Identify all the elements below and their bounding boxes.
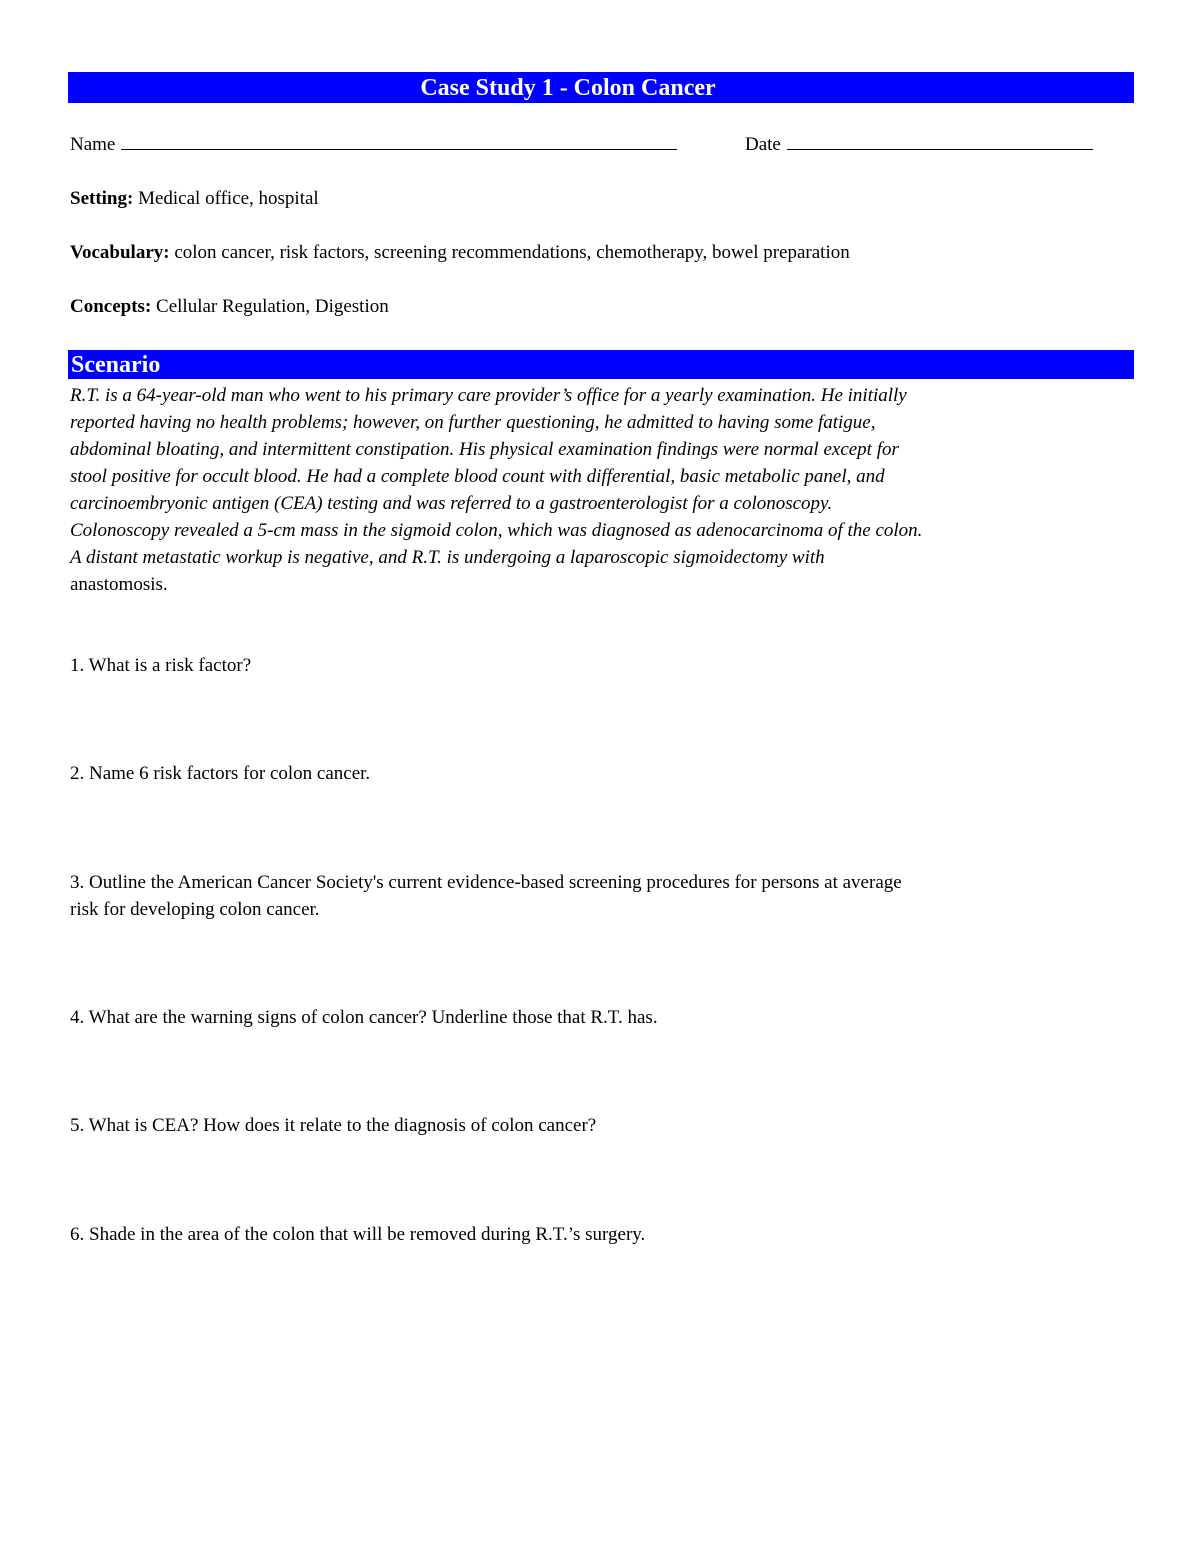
scenario-banner [68, 350, 1134, 379]
date-field [745, 131, 1093, 158]
question-text: 3. Outline the American Cancer Society's current evidence-based screening procedures for persons at average [70, 872, 902, 893]
question-text: 2. Name 6 risk factors for colon cancer. [70, 763, 371, 784]
scenario-line: carcinoembryonic antigen (CEA) testing and was referred to a gastroenterologist for a colonoscopy. [70, 493, 833, 514]
date-blank-line[interactable] [787, 131, 1093, 150]
scenario-line: A distant metastatic workup is negative, and R.T. is undergoing a laparoscopic sigmoidectomy with [70, 547, 825, 568]
name-field [70, 131, 677, 158]
question-text: 4. What are the warning signs of colon cancer? Underline those that R.T. has. [70, 1007, 658, 1028]
date-label: Date [745, 134, 781, 155]
scenario-line: abdominal bloating, and intermittent constipation. His physical examination findings were normal except for [70, 439, 899, 460]
page-title: Case Study 1 - Colon Cancer [420, 75, 716, 101]
question-4 [70, 1004, 658, 1031]
vocabulary-label: Vocabulary: [70, 242, 170, 263]
concepts-value: Cellular Regulation, Digestion [151, 296, 389, 317]
title-banner [68, 72, 1134, 103]
question-text: 1. What is a risk factor? [70, 655, 252, 676]
question-1 [70, 652, 251, 679]
vocabulary-line [70, 240, 850, 266]
scenario-heading: Scenario [71, 352, 161, 378]
concepts-label: Concepts: [70, 296, 152, 317]
name-blank-line[interactable] [121, 131, 677, 150]
question-6 [70, 1221, 645, 1248]
question-5 [70, 1112, 596, 1139]
question-2 [70, 760, 370, 787]
name-label: Name [70, 134, 116, 155]
question-text: 5. What is CEA? How does it relate to the diagnosis of colon cancer? [70, 1115, 597, 1136]
scenario-line: Colonoscopy revealed a 5-cm mass in the sigmoid colon, which was diagnosed as adenocarcinoma of the colon. [70, 520, 923, 541]
vocabulary-value: colon cancer, risk factors, screening recommendations, chemotherapy, bowel preparation [169, 242, 850, 263]
setting-line [70, 186, 319, 212]
question-text: 6. Shade in the area of the colon that will be removed during R.T.’s surgery. [70, 1224, 646, 1245]
setting-label: Setting: [70, 188, 134, 209]
scenario-line: anastomosis. [70, 574, 168, 595]
scenario-line: reported having no health problems; however, on further questioning, he admitted to having some fatigue, [70, 412, 876, 433]
question-text: risk for developing colon cancer. [70, 899, 320, 920]
question-3 [70, 869, 902, 923]
scenario-line: stool positive for occult blood. He had a complete blood count with differential, basic metabolic panel, and [70, 466, 885, 487]
concepts-line [70, 294, 389, 320]
scenario-line: R.T. is a 64-year-old man who went to his primary care provider’s office for a yearly examination. He initially [70, 385, 907, 406]
scenario-paragraph [70, 382, 1140, 598]
setting-value: Medical office, hospital [133, 188, 319, 209]
